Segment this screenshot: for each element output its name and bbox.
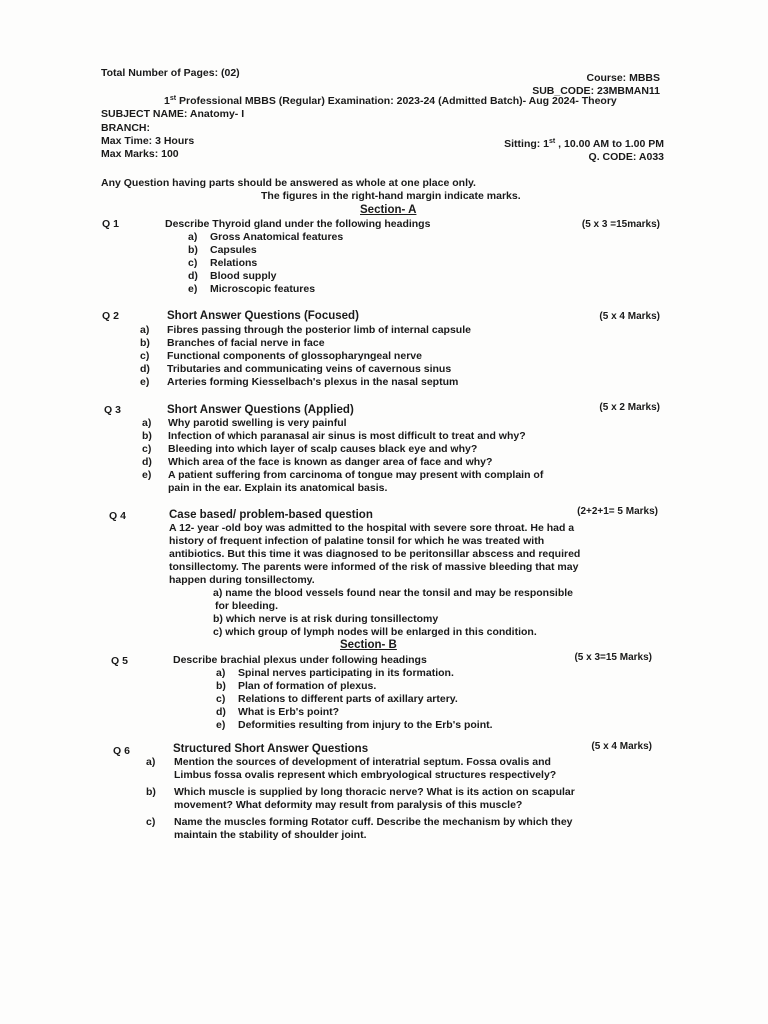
item-line: Limbus fossa ovalis represent which embryological structures respectively? [174, 769, 557, 781]
sub-question: for bleeding. [215, 600, 278, 612]
list-item: d) Tributaries and communicating veins of cavernous sinus [140, 363, 452, 375]
q3-list [142, 417, 562, 495]
list-item: b) Capsules [188, 244, 257, 256]
list-item: a) Why parotid swelling is very painful [142, 417, 347, 429]
q6-list [146, 756, 575, 842]
list-item: a) Fibres passing through the posterior limb of internal capsule [140, 324, 471, 336]
sub-question: b) which nerve is at risk during tonsillectomy [213, 613, 439, 625]
q4-marks: (2+2+1= 5 Marks) [577, 506, 658, 517]
exam-title: 1st Professional MBBS (Regular) Examination: 2023-24 (Admitted Batch)- Aug 2024- Theory [164, 95, 617, 107]
q3-number: Q 3 [104, 404, 121, 416]
list-item: a) Spinal nerves participating in its formation. [216, 667, 454, 679]
q5-title: Describe brachial plexus under following headings [173, 654, 427, 666]
q4-subquestions [213, 587, 573, 639]
list-item: c) Bleeding into which layer of scalp causes black eye and why? [142, 443, 478, 455]
list-item: e) A patient suffering from carcinoma of tongue may present with complain of pain in the ear. Explain its anatomical basis. [142, 469, 544, 494]
instruction-2: The figures in the right-hand margin indicate marks. [261, 190, 521, 202]
sitting [504, 138, 664, 151]
case-line: history of frequent infection of palatine tonsil for which he was treated with [169, 535, 545, 547]
q4-number: Q 4 [109, 510, 126, 522]
item-line: Which muscle is supplied by long thoracic nerve? What is its action on scapular [174, 786, 575, 798]
subject-name: SUBJECT NAME: Anatomy- I [101, 108, 245, 120]
list-item: c) Relations to different parts of axillary artery. [216, 693, 458, 705]
q2-number: Q 2 [102, 310, 119, 322]
branch: BRANCH: [101, 122, 150, 134]
q6-title: Structured Short Answer Questions [173, 743, 369, 755]
q2-marks: (5 x 4 Marks) [599, 311, 660, 322]
list-item: c) Relations [188, 257, 258, 269]
sub-question: c) which group of lymph nodes will be enlarged in this condition. [213, 626, 537, 638]
q4-case-text [169, 522, 580, 587]
q3-marks: (5 x 2 Marks) [599, 402, 660, 413]
q1-title: Describe Thyroid gland under the following headings [165, 218, 431, 230]
sitting-pre: Sitting: 1 [504, 138, 550, 150]
list-item: d) Which area of the face is known as danger area of face and why? [142, 456, 493, 468]
section-b-heading: Section- B [340, 639, 397, 651]
total-pages: Total Number of Pages: (02) [101, 67, 240, 79]
section-a-heading: Section- A [360, 204, 417, 216]
list-item: e) Deformities resulting from injury to the Erb's point. [216, 719, 493, 731]
q1-list [188, 231, 343, 296]
list-item: c) Name the muscles forming Rotator cuff. Describe the mechanism by which they maintain the stability of shoulder joint. [146, 816, 573, 841]
q5-number: Q 5 [111, 655, 128, 667]
instruction-1: Any Question having parts should be answered as whole at one place only. [101, 177, 476, 189]
exam-title-sup: st [169, 95, 177, 102]
list-item: e) Microscopic features [188, 283, 316, 295]
list-item: e) Arteries forming Kiesselbach's plexus in the nasal septum [140, 376, 459, 388]
sub-code: SUB_CODE: 23MBMAN11 [532, 85, 660, 97]
list-item: d) Blood supply [188, 270, 277, 282]
q6-marks: (5 x 4 Marks) [591, 741, 652, 752]
q2-title: Short Answer Questions (Focused) [167, 310, 359, 322]
list-item: d) What is Erb's point? [216, 706, 340, 718]
q5-list [216, 667, 493, 732]
case-line: tonsillectomy. The parents were informed of the risk of massive bleeding that may [169, 561, 579, 573]
q2-list [140, 324, 471, 389]
item-line: Name the muscles forming Rotator cuff. Describe the mechanism by which they [174, 816, 573, 828]
list-item: b) Plan of formation of plexus. [216, 680, 377, 692]
list-item: a) Mention the sources of development of interatrial septum. Fossa ovalis and Limbus fossa ovalis represent which embryological structures respectively? [146, 756, 557, 781]
sub-question: a) name the blood vessels found near the tonsil and may be responsible [213, 587, 573, 599]
q-code: Q. CODE: A033 [588, 151, 664, 163]
list-item: c) Functional components of glossopharyngeal nerve [140, 350, 422, 362]
case-line: A 12- year -old boy was admitted to the hospital with severe sore throat. He had a [169, 522, 575, 534]
item-line: maintain the stability of shoulder joint. [174, 829, 367, 841]
max-marks: Max Marks: 100 [101, 148, 179, 160]
q1-number: Q 1 [102, 218, 119, 230]
max-time: Max Time: 3 Hours [101, 135, 195, 147]
q5-marks: (5 x 3=15 Marks) [574, 652, 652, 663]
item-line: Mention the sources of development of interatrial septum. Fossa ovalis and [174, 756, 551, 768]
course: Course: MBBS [586, 72, 660, 84]
sitting-sup: st [549, 138, 556, 145]
case-line: antibiotics. But this time it was diagnosed to be peritonsillar abscess and required [169, 548, 581, 560]
list-item: a) Gross Anatomical features [188, 231, 344, 243]
list-item: b) Branches of facial nerve in face [140, 337, 325, 349]
q1-marks: (5 x 3 =15marks) [581, 219, 660, 230]
case-line: happen during tonsillectomy. [169, 574, 315, 586]
q4-title: Case based/ problem-based question [169, 509, 373, 521]
exam-title-rest: Professional MBBS (Regular) Examination: 2023-24 (Admitted Batch)- Aug 2024- Theory [176, 95, 617, 107]
list-item: b) Infection of which paranasal air sinus is most difficult to treat and why? [142, 430, 526, 442]
q3-title: Short Answer Questions (Applied) [167, 404, 354, 416]
list-item: b) Which muscle is supplied by long thoracic nerve? What is its action on scapular movement? What deformity may result from paralysis of this muscle? [146, 786, 575, 811]
q6-number: Q 6 [113, 745, 130, 757]
item-line: movement? What deformity may result from paralysis of this muscle? [174, 799, 523, 811]
sitting-post: , 10.00 AM to 1.00 PM [555, 138, 664, 150]
